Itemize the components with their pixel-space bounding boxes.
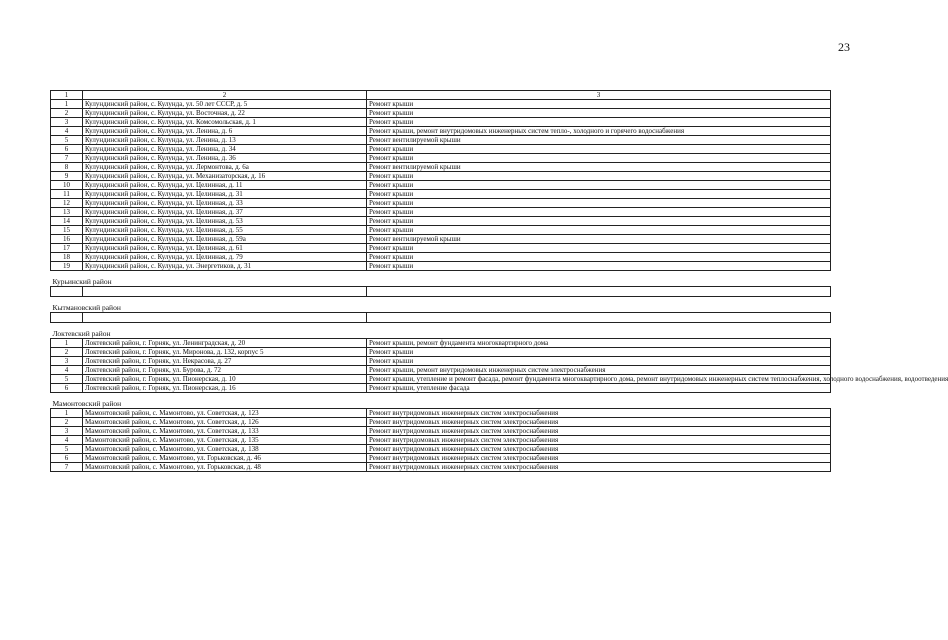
address-cell: Локтевский район, г. Горняк, ул. Некрасова, д. 27 (83, 357, 367, 366)
table-row (51, 463, 831, 472)
work-type-cell: Ремонт крыши (367, 357, 831, 366)
row-number: 14 (51, 217, 83, 226)
section-header-row (51, 271, 831, 287)
address-cell: Кулундинский район, с. Кулунда, ул. Целинная, д. 33 (83, 199, 367, 208)
row-number: 1 (51, 339, 83, 348)
work-type-cell: Ремонт крыши (367, 172, 831, 181)
row-number: 10 (51, 181, 83, 190)
table-row (51, 235, 831, 244)
work-type-cell: Ремонт внутридомовых инженерных систем электроснабжения (367, 454, 831, 463)
row-number: 15 (51, 226, 83, 235)
row-number: 6 (51, 145, 83, 154)
address-cell: Мамонтовский район, с. Мамонтово, ул. Советская, д. 133 (83, 427, 367, 436)
row-number: 11 (51, 190, 83, 199)
row-number (51, 287, 83, 297)
row-number: 3 (51, 357, 83, 366)
work-type-cell: Ремонт крыши (367, 154, 831, 163)
table-row (51, 348, 831, 357)
address-cell: Локтевский район, г. Горняк, ул. Пионерская, д. 16 (83, 384, 367, 393)
table-row (51, 287, 831, 297)
work-type-cell: Ремонт крыши (367, 348, 831, 357)
work-type-cell: Ремонт крыши (367, 208, 831, 217)
row-number: 1 (51, 100, 83, 109)
address-cell: Кулундинский район, с. Кулунда, ул. 50 лет СССР, д. 5 (83, 100, 367, 109)
header-col-3: 3 (367, 91, 831, 100)
address-cell: Мамонтовский район, с. Мамонтово, ул. Советская, д. 123 (83, 409, 367, 418)
header-row (51, 91, 831, 100)
row-number: 4 (51, 366, 83, 375)
section-title: Курьинский район (51, 271, 831, 287)
page-number: 23 (838, 40, 850, 54)
section-header-row (51, 323, 831, 339)
row-number: 8 (51, 163, 83, 172)
table-row (51, 208, 831, 217)
header-col-1: 1 (51, 91, 83, 100)
table-row (51, 253, 831, 262)
row-number: 4 (51, 436, 83, 445)
address-cell (83, 313, 367, 323)
work-type-cell: Ремонт крыши (367, 253, 831, 262)
table-row (51, 226, 831, 235)
address-cell: Кулундинский район, с. Кулунда, ул. Целинная, д. 61 (83, 244, 367, 253)
section-title: Локтевский район (51, 323, 831, 339)
table-row (51, 384, 831, 393)
table-row (51, 313, 831, 323)
address-cell: Кулундинский район, с. Кулунда, ул. Энергетиков, д. 31 (83, 262, 367, 271)
address-cell: Мамонтовский район, с. Мамонтово, ул. Советская, д. 135 (83, 436, 367, 445)
work-type-cell: Ремонт вентилируемой крыши (367, 235, 831, 244)
work-type-cell: Ремонт крыши (367, 181, 831, 190)
table-row (51, 409, 831, 418)
address-cell: Кулундинский район, с. Кулунда, ул. Целинная, д. 79 (83, 253, 367, 262)
address-cell: Локтевский район, г. Горняк, ул. Бурова, д. 72 (83, 366, 367, 375)
row-number: 2 (51, 109, 83, 118)
table-row (51, 445, 831, 454)
work-type-cell: Ремонт крыши (367, 190, 831, 199)
work-type-cell (367, 287, 831, 297)
header-col-2: 2 (83, 91, 367, 100)
address-cell: Кулундинский район, с. Кулунда, ул. Ленина, д. 6 (83, 127, 367, 136)
address-cell: Локтевский район, г. Горняк, ул. Ленинградская, д. 20 (83, 339, 367, 348)
work-type-cell: Ремонт крыши (367, 199, 831, 208)
work-type-cell: Ремонт крыши, утепление фасада (367, 384, 831, 393)
work-type-cell: Ремонт крыши (367, 145, 831, 154)
address-cell: Мамонтовский район, с. Мамонтово, ул. Советская, д. 126 (83, 418, 367, 427)
work-type-cell: Ремонт внутридомовых инженерных систем электроснабжения (367, 409, 831, 418)
work-type-cell: Ремонт крыши, утепление и ремонт фасада, ремонт фундамента многоквартирного дома, ремонт внутридомовых инженерных систем теплоснабжения, холодного водоснабжения, водоотведения (367, 375, 831, 384)
work-type-cell: Ремонт крыши (367, 118, 831, 127)
row-number: 12 (51, 199, 83, 208)
table-row (51, 109, 831, 118)
table-row (51, 339, 831, 348)
row-number: 3 (51, 118, 83, 127)
section-title: Мамонтовский район (51, 393, 831, 409)
table-row (51, 427, 831, 436)
work-type-cell: Ремонт крыши (367, 244, 831, 253)
work-type-cell: Ремонт внутридомовых инженерных систем электроснабжения (367, 463, 831, 472)
row-number: 7 (51, 463, 83, 472)
table-row (51, 172, 831, 181)
repair-table (50, 90, 948, 472)
address-cell: Локтевский район, г. Горняк, ул. Миронова, д. 132, корпус 5 (83, 348, 367, 357)
address-cell: Кулундинский район, с. Кулунда, ул. Целинная, д. 11 (83, 181, 367, 190)
table-row (51, 100, 831, 109)
table-row (51, 190, 831, 199)
table-row (51, 181, 831, 190)
row-number: 6 (51, 454, 83, 463)
address-cell: Кулундинский район, с. Кулунда, ул. Целинная, д. 55 (83, 226, 367, 235)
table-row (51, 163, 831, 172)
table-row (51, 366, 831, 375)
row-number (51, 313, 83, 323)
address-cell: Кулундинский район, с. Кулунда, ул. Лермонтова, д. 6а (83, 163, 367, 172)
work-type-cell: Ремонт крыши, ремонт внутридомовых инженерных систем тепло-, холодного и горячего водоснабжения (367, 127, 831, 136)
row-number: 6 (51, 384, 83, 393)
table-row (51, 454, 831, 463)
table-row (51, 127, 831, 136)
row-number: 9 (51, 172, 83, 181)
row-number: 18 (51, 253, 83, 262)
address-cell: Локтевский район, г. Горняк, ул. Пионерская, д. 10 (83, 375, 367, 384)
work-type-cell: Ремонт крыши, ремонт внутридомовых инженерных систем электроснабжения (367, 366, 831, 375)
row-number: 1 (51, 409, 83, 418)
work-type-cell (367, 313, 831, 323)
work-type-cell: Ремонт крыши (367, 217, 831, 226)
table-row (51, 262, 831, 271)
work-type-cell: Ремонт крыши, ремонт фундамента многоквартирного дома (367, 339, 831, 348)
table-row (51, 418, 831, 427)
row-number: 7 (51, 154, 83, 163)
row-number: 4 (51, 127, 83, 136)
address-cell: Кулундинский район, с. Кулунда, ул. Восточная, д. 22 (83, 109, 367, 118)
row-number: 3 (51, 427, 83, 436)
row-number: 2 (51, 418, 83, 427)
row-number: 5 (51, 375, 83, 384)
table-body (51, 91, 948, 472)
address-cell: Мамонтовский район, с. Мамонтово, ул. Горьковская, д. 46 (83, 454, 367, 463)
work-type-cell: Ремонт вентилируемой крыши (367, 163, 831, 172)
address-cell: Кулундинский район, с. Кулунда, ул. Целинная, д. 53 (83, 217, 367, 226)
work-type-cell: Ремонт внутридомовых инженерных систем электроснабжения (367, 427, 831, 436)
work-type-cell: Ремонт вентилируемой крыши (367, 136, 831, 145)
table-row (51, 357, 831, 366)
address-cell: Мамонтовский район, с. Мамонтово, ул. Советская, д. 138 (83, 445, 367, 454)
work-type-cell: Ремонт крыши (367, 109, 831, 118)
table-row (51, 118, 831, 127)
address-cell: Кулундинский район, с. Кулунда, ул. Комсомольская, д. 1 (83, 118, 367, 127)
row-number: 2 (51, 348, 83, 357)
table-row (51, 375, 831, 384)
address-cell: Кулундинский район, с. Кулунда, ул. Целинная, д. 37 (83, 208, 367, 217)
table-row (51, 436, 831, 445)
section-header-row (51, 393, 831, 409)
address-cell: Кулундинский район, с. Кулунда, ул. Ленина, д. 13 (83, 136, 367, 145)
table-row (51, 136, 831, 145)
address-cell: Кулундинский район, с. Кулунда, ул. Механизаторская, д. 16 (83, 172, 367, 181)
work-type-cell: Ремонт крыши (367, 226, 831, 235)
work-type-cell: Ремонт внутридомовых инженерных систем электроснабжения (367, 418, 831, 427)
address-cell: Кулундинский район, с. Кулунда, ул. Ленина, д. 36 (83, 154, 367, 163)
address-cell: Кулундинский район, с. Кулунда, ул. Целинная, д. 59а (83, 235, 367, 244)
row-number: 5 (51, 445, 83, 454)
table-row (51, 244, 831, 253)
row-number: 19 (51, 262, 83, 271)
row-number: 16 (51, 235, 83, 244)
table-row (51, 199, 831, 208)
section-header-row (51, 297, 831, 313)
work-type-cell: Ремонт внутридомовых инженерных систем электроснабжения (367, 436, 831, 445)
work-type-cell: Ремонт крыши (367, 262, 831, 271)
section-title: Кытмановский район (51, 297, 831, 313)
address-cell: Мамонтовский район, с. Мамонтово, ул. Горьковская, д. 48 (83, 463, 367, 472)
table-row (51, 217, 831, 226)
row-number: 17 (51, 244, 83, 253)
row-number: 5 (51, 136, 83, 145)
row-number: 13 (51, 208, 83, 217)
table-row (51, 154, 831, 163)
table-row (51, 145, 831, 154)
address-cell (83, 287, 367, 297)
work-type-cell: Ремонт внутридомовых инженерных систем электроснабжения (367, 445, 831, 454)
address-cell: Кулундинский район, с. Кулунда, ул. Ленина, д. 34 (83, 145, 367, 154)
work-type-cell: Ремонт крыши (367, 100, 831, 109)
address-cell: Кулундинский район, с. Кулунда, ул. Целинная, д. 31 (83, 190, 367, 199)
